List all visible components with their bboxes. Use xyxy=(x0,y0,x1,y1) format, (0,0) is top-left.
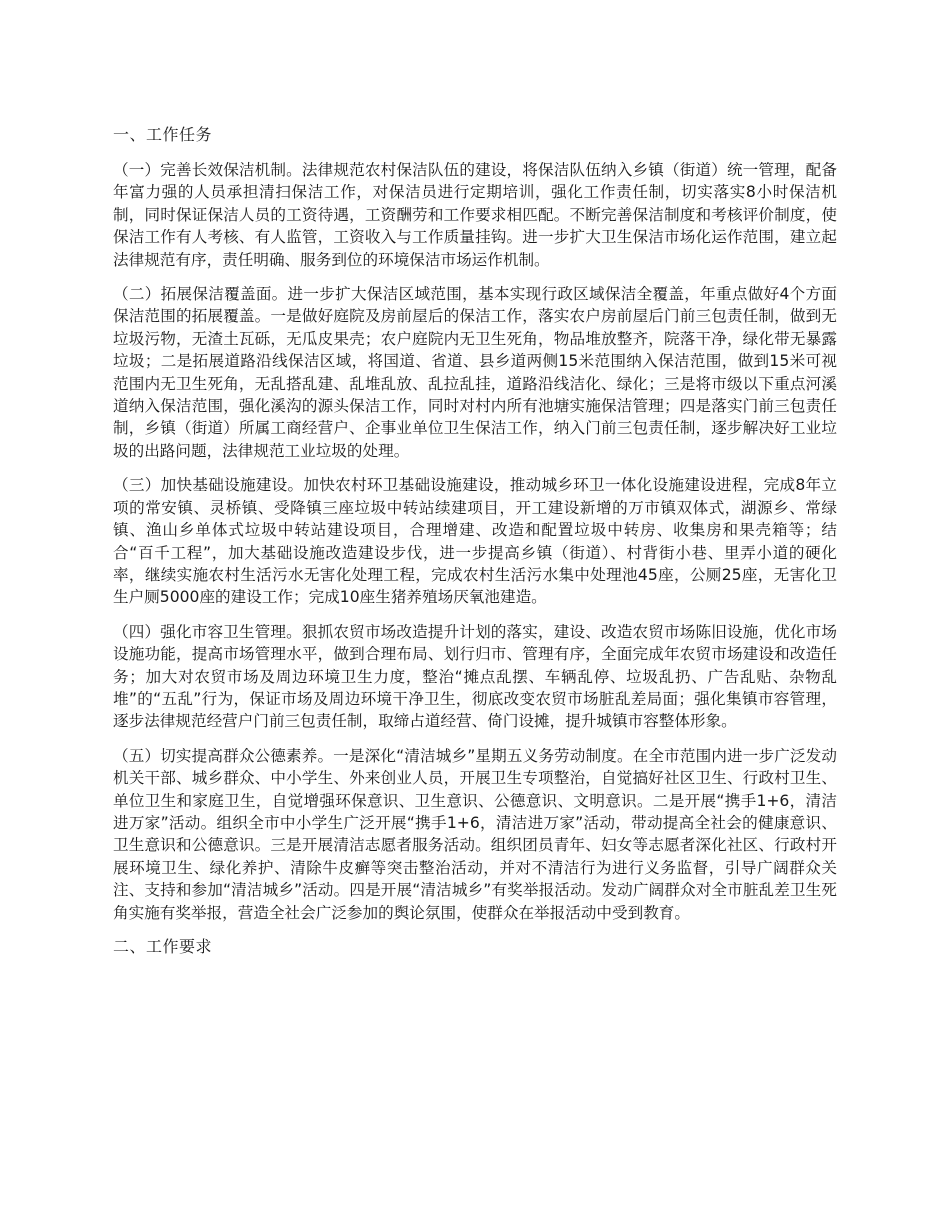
section-heading-tasks: 一、工作任务 xyxy=(113,125,213,144)
document-page xyxy=(113,124,837,971)
section-heading-requirements: 二、工作要求 xyxy=(113,937,213,956)
paragraph-coverage: （二）拓展保洁覆盖面。进一步扩大保洁区域范围，基本实现行政区域保洁全覆盖，年重点做好4个方面保洁范围的拓展覆盖。一是做好庭院及房前屋后的保洁工作，落实农户房前屋后门前三包责任制，做到无垃圾污物，无渣土瓦砾，无瓜皮果壳；农户庭院内无卫生死角，物品堆放整齐，院落干净，绿化带无暴露垃圾；二是拓展道路沿线保洁区域，将国道、省道、县乡道两侧15米范围纳入保洁范围，做到15米可视范围内无卫生死角，无乱搭乱建、乱堆乱放、乱拉乱挂，道路沿线洁化、绿化；三是将市级以下重点河溪道纳入保洁范围，强化溪沟的源头保洁工作，同时对村内所有池塘实施保洁管理；四是落实门前三包责任制，乡镇（街道）所属工商经营户、企事业单位卫生保洁工作，纳入门前三包责任制，逐步解决好工业垃圾的出路问题，法律规范工业垃圾的处理。 xyxy=(113,285,837,460)
paragraph-infrastructure: （三）加快基础设施建设。加快农村环卫基础设施建设，推动城乡环卫一体化设施建设进程，完成8年立项的常安镇、灵桥镇、受降镇三座垃圾中转站续建项目，开工建设新增的万市镇双体式，湖源乡、常绿镇、渔山乡单体式垃圾中转站建设项目，合理增建、改造和配置垃圾中转房、收集房和果壳箱等；结合“百千工程”，加大基础设施改造建设步伐，进一步提高乡镇（街道）、村背街小巷、里弄小道的硬化率，继续实施农村生活污水无害化处理工程，完成农村生活污水集中处理池45座，公厕25座，无害化卫生户厕5000座的建设工作；完成10座生猪养殖场厌氧池建造。 xyxy=(113,476,837,607)
paragraph-public-morality: （五）切实提高群众公德素养。一是深化“清洁城乡”星期五义务劳动制度。在全市范围内进一步广泛发动机关干部、城乡群众、中小学生、外来创业人员，开展卫生专项整治，自觉搞好社区卫生、行政村卫生、单位卫生和家庭卫生，自觉增强环保意识、卫生意识、公德意识、文明意识。二是开展“携手1+6，清洁进万家”活动。组织全市中小学生广泛开展“携手1+6，清洁进万家”活动，带动提高全社会的健康意识、卫生意识和公德意识。三是开展清洁志愿者服务活动。组织团员青年、妇女等志愿者深化社区、行政村开展环境卫生、绿化养护、清除牛皮癣等突击整治活动，并对不清洁行为进行义务监督，引导广阔群众关注、支持和参加“清洁城乡”活动。四是开展“清洁城乡”有奖举报活动。发动广阔群众对全市脏乱差卫生死角实施有奖举报，营造全社会广泛参加的舆论氛围，使群众在举报活动中受到教育。 xyxy=(113,746,837,922)
paragraph-market-sanitation: （四）强化市容卫生管理。狠抓农贸市场改造提升计划的落实，建设、改造农贸市场陈旧设施，优化市场设施功能，提高市场管理水平，做到合理布局、划行归市、管理有序，全面完成年农贸市场建设和改造任务；加大对农贸市场及周边环境卫生力度，整治“摊点乱摆、车辆乱停、垃圾乱扔、广告乱贴、杂物乱堆”的“五乱”行为，保证市场及周边环境干净卫生，彻底改变农贸市场脏乱差局面；强化集镇市容管理，逐步法律规范经营户门前三包责任制，取缔占道经营、倚门设摊，提升城镇市容整体形象。 xyxy=(113,622,837,731)
paragraph-cleaning-mechanism: （一）完善长效保洁机制。法律规范农村保洁队伍的建设，将保洁队伍纳入乡镇（街道）统一管理，配备年富力强的人员承担清扫保洁工作，对保洁员进行定期培训，强化工作责任制，切实落实8小时保洁机制，同时保证保洁人员的工资待遇，工资酬劳和工作要求相匹配。不断完善保洁制度和考核评价制度，使保洁工作有人考核、有人监管，工资收入与工作质量挂钩。进一步扩大卫生保洁市场化运作范围，建立起法律规范有序，责任明确、服务到位的环境保洁市场运作机制。 xyxy=(113,161,837,269)
